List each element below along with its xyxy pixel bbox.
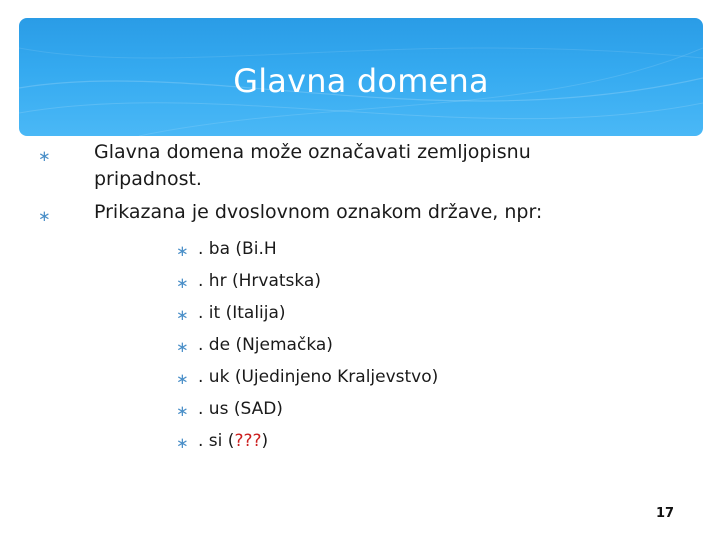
slide-title: Glavna domena (233, 62, 489, 100)
sub-bullet-star-icon: ∗ (176, 370, 189, 388)
sub-bullet-star-icon: ∗ (176, 402, 189, 420)
sub-bullet-suffix: ) (261, 431, 269, 451)
bullet-text-continuation: pripadnost. (94, 168, 202, 190)
sub-bullet-text: . de (Njemačka) (198, 335, 333, 355)
sub-bullet-star-icon: ∗ (176, 242, 189, 260)
bullet-star-icon: ∗ (38, 147, 51, 165)
sub-bullet-text: . hr (Hrvatska) (198, 271, 321, 291)
sub-bullet-star-icon: ∗ (176, 274, 189, 292)
bullet-text: Prikazana je dvoslovnom oznakom države, npr: (94, 201, 543, 223)
bullet-star-icon: ∗ (38, 207, 51, 225)
sub-bullet-text: . ba (Bi.H (198, 239, 277, 259)
sub-bullet-text: . us (SAD) (198, 399, 283, 419)
sub-bullet-text: . uk (Ujedinjeno Kraljevstvo) (198, 367, 439, 387)
highlighted-question-marks: ??? (234, 431, 262, 451)
sub-bullet-prefix: . si ( (198, 431, 235, 451)
sub-bullet-text (198, 426, 268, 457)
bullet-text: Glavna domena može označavati zemljopisnu (94, 141, 531, 163)
sub-bullet-star-icon: ∗ (176, 306, 189, 324)
sub-bullet-star-icon: ∗ (176, 434, 189, 452)
sub-bullet-text: . it (Italija) (198, 303, 286, 323)
page-number: 17 (656, 506, 675, 521)
sub-bullet-star-icon: ∗ (176, 338, 189, 356)
